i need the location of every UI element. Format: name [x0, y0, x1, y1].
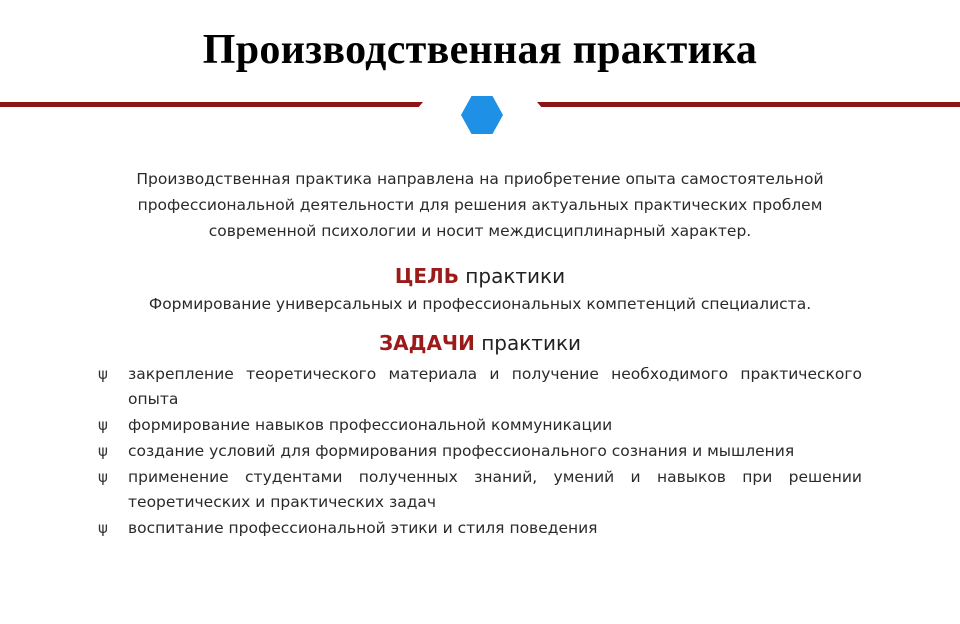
list-item	[98, 439, 862, 464]
tasks-list	[98, 362, 862, 542]
task-text: закрепление теоретического материала и получение необходимого практического опыта	[128, 365, 862, 408]
task-text: формирование навыков профессиональной коммуникации	[128, 416, 613, 434]
goal-heading-accent: ЦЕЛЬ	[394, 264, 459, 288]
tasks-heading-accent: ЗАДАЧИ	[378, 331, 475, 355]
task-text: воспитание профессиональной этики и стиля поведения	[128, 519, 598, 537]
psi-bullet-icon: ψ	[98, 519, 108, 537]
list-item	[98, 465, 862, 515]
task-text: применение студентами полученных знаний, умений и навыков при решении теоретических и практических задач	[128, 468, 862, 511]
goal-text: Формирование универсальных и профессиональных компетенций специалиста.	[148, 295, 812, 313]
hexagon-icon	[461, 96, 503, 134]
psi-bullet-icon: ψ	[98, 442, 108, 460]
list-item	[98, 516, 862, 541]
intro-paragraph: Производственная практика направлена на приобретение опыта самостоятельной профессиональной деятельности для решения актуальных практических проблем современной психологии и носит междисциплинарный характер.	[136, 170, 824, 240]
tasks-heading	[0, 331, 960, 355]
goal-heading	[0, 264, 960, 288]
page-title: Производственная практика	[202, 27, 758, 73]
list-item	[98, 413, 862, 438]
divider-line-right	[537, 102, 960, 107]
psi-bullet-icon: ψ	[98, 468, 108, 486]
goal-heading-rest: практики	[458, 264, 566, 288]
tasks-heading-rest: практики	[474, 331, 582, 355]
psi-bullet-icon: ψ	[98, 365, 108, 383]
list-item	[98, 362, 862, 412]
task-text: создание условий для формирования профессионального сознания и мышления	[128, 442, 795, 460]
divider-line-left	[0, 102, 423, 107]
psi-bullet-icon: ψ	[98, 416, 108, 434]
